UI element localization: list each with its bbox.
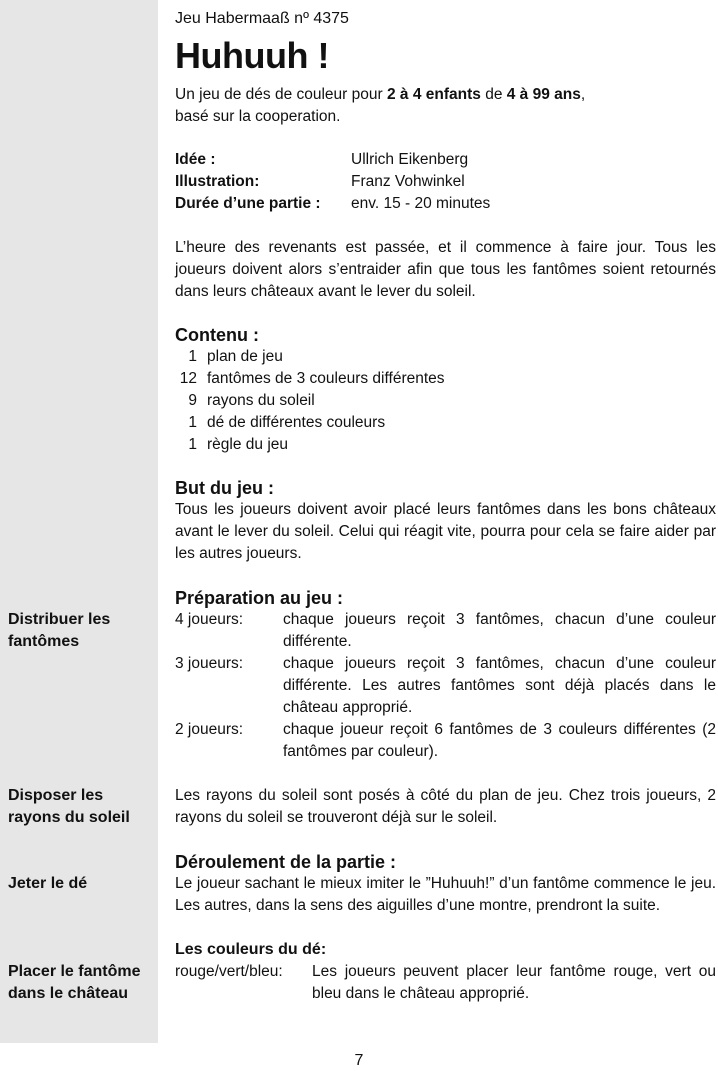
- credit-value: Franz Vohwinkel: [351, 173, 465, 190]
- player-count-label: 3 joueurs:: [175, 655, 244, 672]
- preparation-row: [175, 609, 716, 653]
- side-note-sun-rays: Disposer les rayons du soleil: [8, 787, 130, 826]
- preparation-row: [175, 653, 716, 719]
- item-quantity: 9: [188, 392, 197, 409]
- preparation-text: chaque joueurs reçoit 3 fantômes, chacun d’une couleur différente.: [283, 611, 716, 650]
- goal-heading: But du jeu :: [175, 478, 274, 498]
- dice-color-label: rouge/vert/bleu:: [175, 963, 283, 980]
- credit-label: Idée :: [175, 151, 216, 168]
- player-count-label: 2 joueurs:: [175, 721, 244, 738]
- side-note-roll: Jeter le dé: [8, 875, 88, 892]
- intro-text-4: basé sur la cooperation.: [175, 108, 341, 125]
- intro-ages: 4 à 99 ans: [506, 86, 581, 103]
- credit-value: env. 15 - 20 minutes: [351, 195, 491, 212]
- credit-value: Ullrich Eikenberg: [351, 151, 469, 168]
- dice-color-row: [175, 961, 716, 1005]
- list-item: [175, 368, 716, 390]
- item-quantity: 1: [188, 414, 197, 431]
- margin-sidebar: [0, 0, 158, 1043]
- item-quantity: 12: [179, 370, 197, 387]
- list-item: [175, 390, 716, 412]
- page-number: 7: [354, 1052, 364, 1069]
- sequence-paragraph: Le joueur sachant le mieux imiter le ”Huhuuh!” d’un fantôme commence le jeu. Les autres, dans la sens des aiguilles d’une montre, prendront la suite.: [175, 875, 716, 914]
- intro-text-1: Un jeu de dés de couleur pour: [175, 86, 387, 103]
- goal-paragraph: Tous les joueurs doivent avoir placé leurs fantômes dans les bons châteaux avant le lever du soleil. Celui qui réagit vite, pourra pour cela se faire aider par les autres joueurs.: [175, 501, 716, 562]
- contents-heading: Contenu :: [175, 325, 259, 345]
- item-quantity: 1: [188, 436, 197, 453]
- item-description: dé de différentes couleurs: [207, 414, 386, 431]
- credit-label: Illustration:: [175, 173, 260, 190]
- contents-list: [175, 346, 716, 456]
- item-description: fantômes de 3 couleurs différentes: [207, 370, 445, 387]
- preparation-list: [175, 609, 716, 763]
- dice-colors-list: [175, 961, 716, 1005]
- side-note-distribute: Distribuer les fantômes: [8, 611, 111, 650]
- item-description: rayons du soleil: [207, 392, 315, 409]
- preparation-heading: Préparation au jeu :: [175, 588, 344, 608]
- item-quantity: 1: [188, 348, 197, 365]
- credit-row: [175, 171, 716, 193]
- credit-row: [175, 193, 716, 215]
- preparation-text: chaque joueurs reçoit 3 fantômes, chacun d’une couleur différente. Les autres fantômes sont déjà placés dans le château approprié.: [283, 655, 716, 716]
- sequence-heading: Déroulement de la partie :: [175, 852, 397, 872]
- preparation-text: chaque joueur reçoit 6 fantômes de 3 couleurs différentes (2 fantômes par couleur).: [283, 721, 716, 760]
- dice-color-text: Les joueurs peuvent placer leur fantôme rouge, vert ou bleu dans le château approprié.: [312, 963, 716, 1002]
- page-title: Huhuuh !: [175, 35, 329, 76]
- credits: [175, 149, 716, 215]
- game-id: Jeu Habermaaß nº 4375: [175, 10, 349, 27]
- item-description: plan de jeu: [207, 348, 283, 365]
- intro-text-3: ,: [580, 86, 586, 103]
- list-item: [175, 434, 716, 456]
- list-item: [175, 412, 716, 434]
- list-item: [175, 346, 716, 368]
- credit-row: [175, 149, 716, 171]
- intro: [175, 84, 716, 128]
- story-paragraph: L’heure des revenants est passée, et il commence à faire jour. Tous les joueurs doivent alors s’entraider afin que tous les fantômes soient retournés dans leurs châteaux avant le lever du soleil.: [175, 239, 716, 300]
- side-note-place: Placer le fantôme dans le château: [8, 963, 141, 1002]
- preparation-row: [175, 719, 716, 763]
- sun-rays-paragraph: Les rayons du soleil sont posés à côté du plan de jeu. Chez trois joueurs, 2 rayons du soleil se trouveront déjà sur le soleil.: [175, 787, 716, 826]
- player-count-label: 4 joueurs:: [175, 611, 244, 628]
- intro-text-2: de: [480, 86, 507, 103]
- intro-players: 2 à 4 enfants: [386, 86, 481, 103]
- dice-colors-heading: Les couleurs du dé:: [175, 941, 327, 958]
- item-description: règle du jeu: [207, 436, 289, 453]
- credit-label: Durée d’une partie :: [175, 195, 321, 212]
